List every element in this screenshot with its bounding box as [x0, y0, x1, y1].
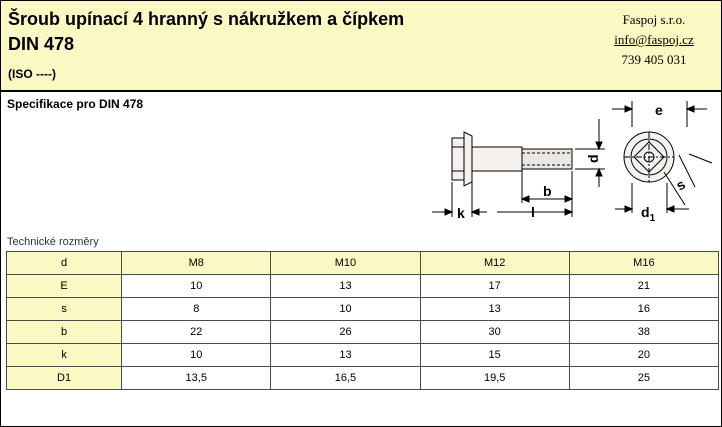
- dim-label-d1: [641, 204, 656, 224]
- table-cell: 13: [271, 275, 420, 298]
- table-row: [7, 298, 719, 321]
- standard-title: DIN 478: [8, 34, 75, 54]
- bolt-drawing: [427, 97, 719, 227]
- table-cell: 10: [271, 298, 420, 321]
- row-label: b: [7, 321, 122, 344]
- tech-caption: Technické rozměry: [7, 236, 99, 248]
- company-contact: [599, 10, 709, 70]
- table-cell: 17: [420, 275, 569, 298]
- table-header-cell: M12: [420, 252, 569, 275]
- dim-label-d1-main: d: [641, 204, 650, 220]
- row-label: D1: [7, 367, 122, 390]
- table-cell: 25: [569, 367, 718, 390]
- table-row: [7, 344, 719, 367]
- table-header-cell: M8: [122, 252, 271, 275]
- company-name: Faspoj s.r.o.: [622, 12, 686, 27]
- table-cell: 16: [569, 298, 718, 321]
- table-header-cell: M16: [569, 252, 718, 275]
- table-row: [7, 367, 719, 390]
- table-cell: 13: [271, 344, 420, 367]
- dim-label-k: k: [457, 205, 465, 221]
- dimensions-table: [6, 251, 719, 390]
- table-cell: 22: [122, 321, 271, 344]
- bolt-end-view: [624, 132, 674, 182]
- header-banner: [1, 1, 721, 92]
- table-cell: 20: [569, 344, 718, 367]
- iso-label-text: (ISO ----): [8, 67, 56, 81]
- table-cell: 16,5: [271, 367, 420, 390]
- table-cell: 21: [569, 275, 718, 298]
- spec-title: Specifikace pro DIN 478: [7, 97, 144, 111]
- table-cell: 10: [122, 344, 271, 367]
- table-cell: 8: [122, 298, 271, 321]
- row-label: E: [7, 275, 122, 298]
- company-email-link[interactable]: info@faspoj.cz: [614, 32, 694, 47]
- table-row: [7, 275, 719, 298]
- table-row: [7, 321, 719, 344]
- table-cell: 13,5: [122, 367, 271, 390]
- dim-d: [575, 119, 605, 187]
- table-header-row: [7, 252, 719, 275]
- row-label: s: [7, 298, 122, 321]
- iso-label: [8, 67, 56, 81]
- table-cell: 10: [122, 275, 271, 298]
- table-cell: 38: [569, 321, 718, 344]
- table-cell: 19,5: [420, 367, 569, 390]
- table-header-cell: M10: [271, 252, 420, 275]
- dim-label-b: b: [543, 183, 552, 199]
- bolt-side-view: [452, 132, 572, 186]
- dim-label-l: l: [531, 204, 535, 220]
- table-header-cell: d: [7, 252, 122, 275]
- table-cell: 26: [271, 321, 420, 344]
- row-label: k: [7, 344, 122, 367]
- company-phone: 739 405 031: [621, 52, 687, 67]
- page-title: Šroub upínací 4 hranný s nákružkem a čípkem: [8, 9, 405, 29]
- dim-label-e: e: [655, 102, 663, 118]
- dim-label-d1-sub: 1: [649, 213, 656, 224]
- table-cell: 15: [420, 344, 569, 367]
- dim-label-d: d: [585, 154, 601, 163]
- table-cell: 30: [420, 321, 569, 344]
- table-cell: 13: [420, 298, 569, 321]
- dim-label-s: s: [673, 175, 688, 194]
